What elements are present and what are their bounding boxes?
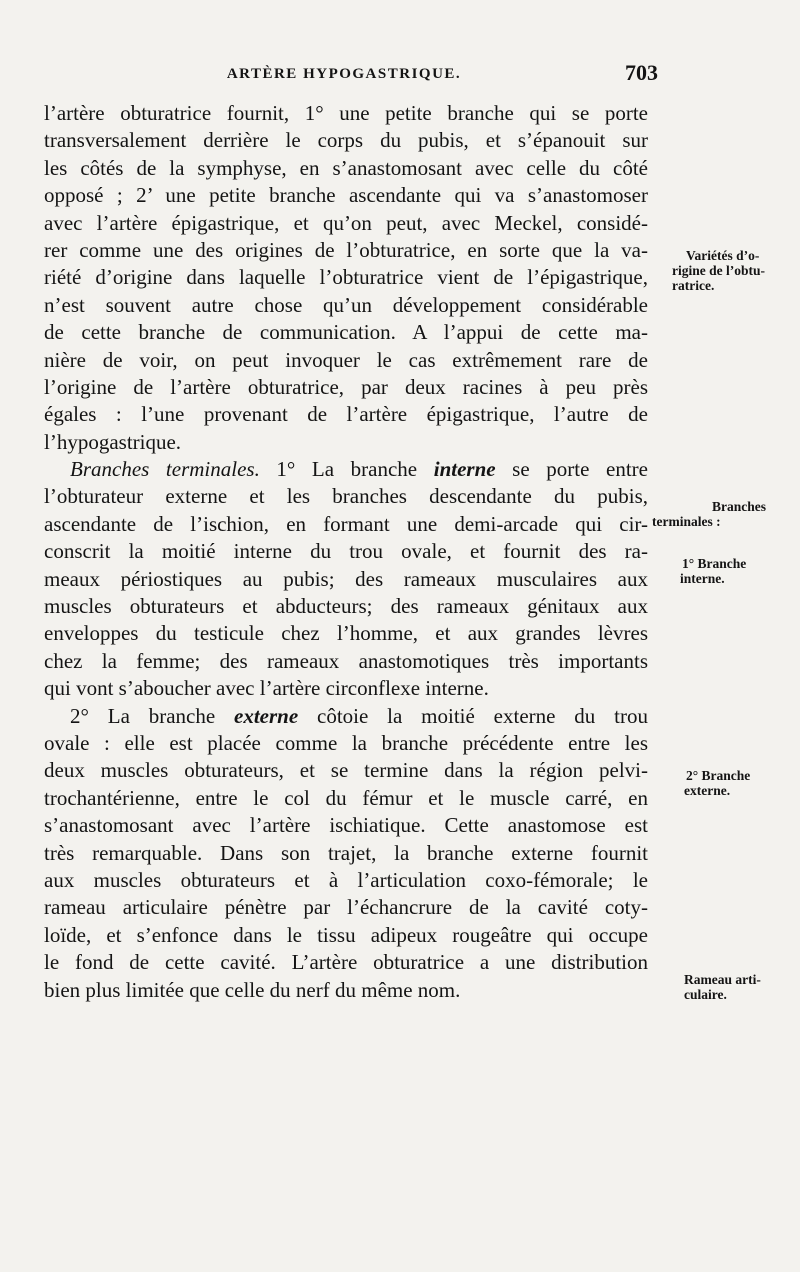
margin-note-line: culaire.: [684, 987, 727, 1002]
text-line: conscrit la moitié interne du trou ovale, et fournit des ra-: [44, 539, 648, 564]
margin-note-line: rigine de l’obtu-: [672, 263, 765, 278]
text-line: le fond de cette cavité. L’artère obturatrice a une distribution: [44, 950, 648, 975]
text-line: enveloppes du testicule chez l’homme, et aux grandes lèvres: [44, 621, 648, 646]
margin-note-line: 2° Branche: [686, 768, 751, 783]
text-line: qui vont s’aboucher avec l’artère circonflexe interne.: [44, 676, 489, 701]
margin-note-line: ratrice.: [672, 278, 715, 293]
text-line: opposé ; 2’ une petite branche ascendante qui va s’anastomoser: [44, 183, 648, 208]
margin-note-branche-externe: [686, 768, 800, 798]
text-line: ascendante de l’ischion, en formant une demi-arcade qui cir-: [44, 511, 648, 536]
text-line: ovale : elle est placée comme la branche précédente entre les: [44, 730, 648, 755]
text-line: rameau articulaire pénètre par l’échancrure de la cavité coty-: [44, 895, 648, 920]
margin-note-line: 1° Branche: [682, 556, 747, 571]
text-line: les côtés de la symphyse, en s’anastomosant avec celle du côté: [44, 155, 648, 180]
text-line: l’origine de l’artère obturatrice, par deux racines à peu près: [44, 374, 648, 399]
text-line: de cette branche de communication. A l’appui de cette ma-: [44, 320, 648, 345]
margin-note-varietes: [672, 248, 800, 293]
margin-note-line: terminales :: [652, 514, 721, 529]
text-line: bien plus limitée que celle du nerf du même nom.: [44, 977, 461, 1002]
text-line: deux muscles obturateurs, et se termine dans la région pelvi-: [44, 758, 648, 783]
running-title: ARTÈRE HYPOGASTRIQUE.: [226, 66, 462, 82]
margin-note-branches-terminales: [652, 499, 766, 529]
text-line: très remarquable. Dans son trajet, la branche externe fournit: [44, 840, 648, 865]
text-line: loïde, et s’enfonce dans le tissu adipeux rougeâtre qui occupe: [44, 922, 648, 947]
page-number: 703: [625, 60, 658, 85]
text-line: nière de voir, on peut invoquer le cas extrêmement rare de: [44, 347, 648, 372]
text-line: l’hypogastrique.: [44, 429, 182, 454]
text-line: aux muscles obturateurs et à l’articulation coxo-fémorale; le: [44, 867, 648, 892]
margin-note-line: externe.: [684, 783, 731, 798]
running-head: [30, 58, 658, 88]
text-line: n’est souvent autre chose qu’un développement considérable: [44, 292, 648, 317]
text-line: trochantérienne, entre le col du fémur et le muscle carré, en: [44, 785, 648, 810]
body-text: [44, 100, 648, 1004]
margin-note-line: interne.: [680, 571, 725, 586]
text-line: s’anastomosant avec l’artère ischiatique. Cette anastomose est: [44, 813, 648, 838]
text-line: muscles obturateurs et abducteurs; des rameaux génitaux aux: [44, 594, 648, 619]
text-line: 2° La branche externe côtoie la moitié externe du trou: [70, 703, 648, 728]
text-line: rer comme une des origines de l’obturatrice, en sorte que la va-: [44, 237, 648, 262]
margin-note-line: Variétés d’o-: [686, 248, 760, 263]
text-line: meaux périostiques au pubis; des rameaux musculaires aux: [44, 566, 648, 591]
text-line: égales : l’une provenant de l’artère épigastrique, l’autre de: [44, 402, 648, 427]
margin-note-line: Rameau arti-: [684, 972, 761, 987]
text-line-content: Branches terminales. 1° La branche interne se porte entre: [70, 457, 648, 482]
text-line: chez la femme; des rameaux anastomotiques très importants: [44, 648, 648, 673]
text-line-branches-terminales: [44, 456, 648, 483]
text-line: l’obturateur externe et les branches descendante du pubis,: [44, 484, 648, 509]
margin-note-rameau-articulaire: [684, 972, 800, 1002]
text-line: riété d’origine dans laquelle l’obturatrice vient de l’épigastrique,: [44, 265, 648, 290]
margin-note-branche-interne: [682, 556, 800, 586]
text-line: avec l’artère épigastrique, et qu’on peut, avec Meckel, considé-: [44, 210, 648, 235]
text-line: transversalement derrière le corps du pubis, et s’épanouit sur: [44, 128, 648, 153]
text-line: l’artère obturatrice fournit, 1° une petite branche qui se porte: [44, 101, 648, 125]
margin-note-line: Branches: [712, 499, 766, 514]
